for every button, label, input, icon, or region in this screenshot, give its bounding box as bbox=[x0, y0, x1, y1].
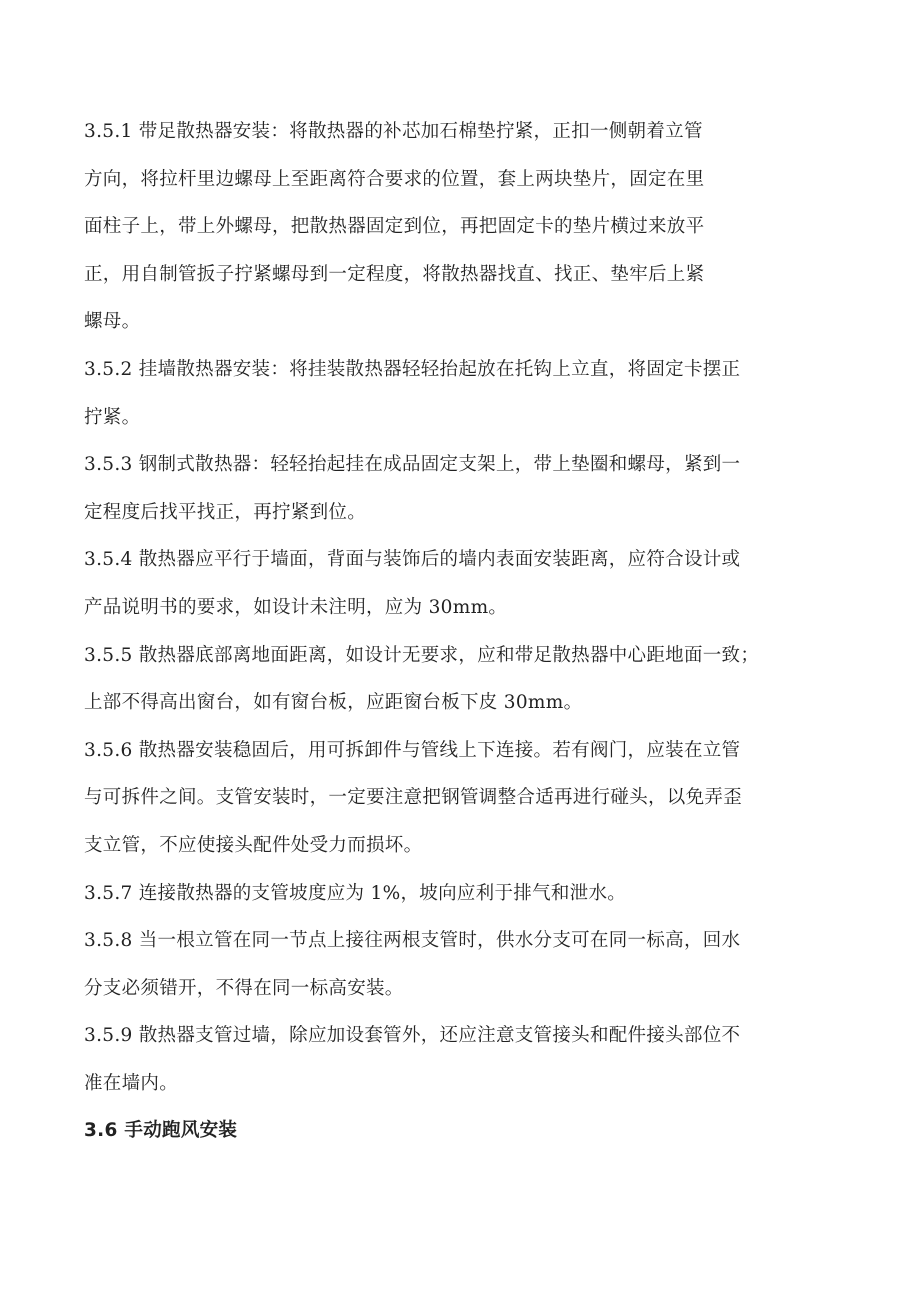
text-line: 准在墙内。 bbox=[84, 1072, 179, 1094]
text-line: 3.5.7 连接散热器的支管坡度应为 1%，坡向应利于排气和泄水。 bbox=[84, 882, 627, 904]
text-line: 3.5.9 散热器支管过墙，除应加设套管外，还应注意支管接头和配件接头部位不 bbox=[84, 1025, 741, 1047]
text-line: 拧紧。 bbox=[84, 406, 141, 428]
paragraph-3-5-5 bbox=[84, 641, 844, 736]
text-line: 支立管，不应使接头配件处受力而损坏。 bbox=[84, 834, 423, 856]
text-line: 与可拆件之间。支管安装时，一定要注意把钢管调整合适再进行碰头，以免弄歪 bbox=[84, 787, 743, 809]
text-line: 上部不得高出窗台，如有窗台板，应距窗台板下皮 30mm。 bbox=[84, 692, 583, 714]
paragraph-3-5-8 bbox=[84, 926, 844, 1021]
paragraph-3-5-4 bbox=[84, 545, 844, 640]
section-heading-3-6: 3.6 手动跑风安装 bbox=[84, 1120, 238, 1142]
text-line: 定程度后找平找正，再拧紧到位。 bbox=[84, 501, 367, 523]
paragraph-3-5-1 bbox=[84, 117, 844, 355]
text-line: 正，用自制管扳子拧紧螺母到一定程度，将散热器找直、找正、垫牢后上紧 bbox=[84, 263, 705, 285]
paragraph-3-5-3 bbox=[84, 450, 844, 545]
paragraph-3-5-7 bbox=[84, 879, 844, 927]
text-line: 3.5.6 散热器安装稳固后，用可拆卸件与管线上下连接。若有阀门，应装在立管 bbox=[84, 739, 741, 761]
document-body bbox=[84, 117, 844, 1156]
text-line: 3.5.1 带足散热器安装：将散热器的补芯加石棉垫拧紧，正扣一侧朝着立管 bbox=[84, 121, 703, 142]
text-line: 螺母。 bbox=[84, 311, 141, 333]
text-line: 3.5.3 钢制式散热器：轻轻抬起挂在成品固定支架上，带上垫圈和螺母，紧到一 bbox=[84, 454, 741, 476]
text-line: 面柱子上，带上外螺母，把散热器固定到位，再把固定卡的垫片横过来放平 bbox=[84, 216, 705, 238]
paragraph-3-5-2 bbox=[84, 355, 844, 450]
text-line: 方向，将拉杆里边螺母上至距离符合要求的位置，套上两块垫片，固定在里 bbox=[84, 168, 705, 190]
text-line: 分支必须错开，不得在同一标高安装。 bbox=[84, 977, 404, 999]
text-line: 3.5.5 散热器底部离地面距离，如设计无要求，应和带足散热器中心距地面一致； bbox=[84, 644, 760, 666]
text-line: 产品说明书的要求，如设计未注明，应为 30mm。 bbox=[84, 596, 508, 618]
paragraph-3-5-6 bbox=[84, 736, 844, 879]
text-line: 3.5.4 散热器应平行于墙面，背面与装饰后的墙内表面安装距离，应符合设计或 bbox=[84, 549, 741, 571]
paragraph-3-5-9 bbox=[84, 1021, 844, 1116]
text-line: 3.5.2 挂墙散热器安装：将挂装散热器轻轻抬起放在托钩上立直，将固定卡摆正 bbox=[84, 358, 741, 380]
text-line: 3.5.8 当一根立管在同一节点上接往两根支管时，供水分支可在同一标高，回水 bbox=[84, 930, 741, 952]
